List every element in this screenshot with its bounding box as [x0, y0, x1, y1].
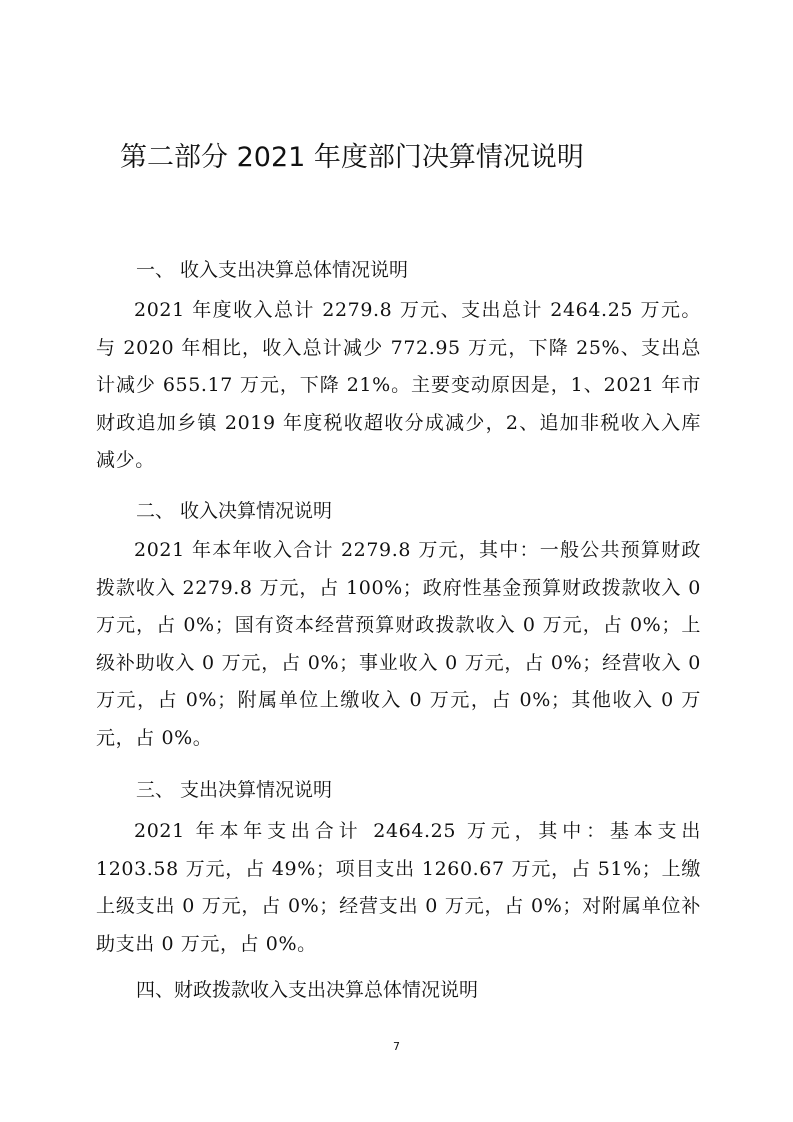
- section-heading-4: 四、财政拨款收入支出决算总体情况说明: [136, 979, 479, 1001]
- page-title: 第二部分 2021 年度部门决算情况说明: [120, 142, 584, 173]
- section-body-2: 2021 年本年收入合计 2279.8 万元，其中：一般公共预算财政拨款收入 2279.8 万元，占 100%；政府性基金预算财政拨款收入 0 万元，占 0%；国有资本经营预算财政拨款收入 0 万元，占 0%；上级补助收入 0 万元，占 0%；事业收入 0 万元，占 0%；经营收入 0 万元，占 0%；附属单位上缴收入 0 万元，占 0%；其他收入 0 万元，占 0%。: [96, 539, 701, 749]
- section-body-1: 2021 年度收入总计 2279.8 万元、支出总计 2464.25 万元。与 2020 年相比，收入总计减少 772.95 万元，下降 25%、支出总计减少 655.17 万元，下降 21%。主要变动原因是，1、2021 年市财政追加乡镇 2019 年度税收超收分成减少，2、追加非税收入入库减少。: [96, 299, 701, 471]
- page-number: 7: [393, 1040, 400, 1053]
- section-heading-1: 一、 收入支出决算总体情况说明: [136, 259, 409, 281]
- section-body-3: 2021 年本年支出合计 2464.25 万元，其中：基本支出 1203.58 万元，占 49%；项目支出 1260.67 万元，占 51%；上缴上级支出 0 万元，占 0%；经营支出 0 万元，占 0%；对附属单位补助支出 0 万元，占 0%。: [96, 820, 701, 955]
- section-heading-2: 二、 收入决算情况说明: [136, 500, 333, 522]
- section-heading-3: 三、 支出决算情况说明: [136, 779, 333, 801]
